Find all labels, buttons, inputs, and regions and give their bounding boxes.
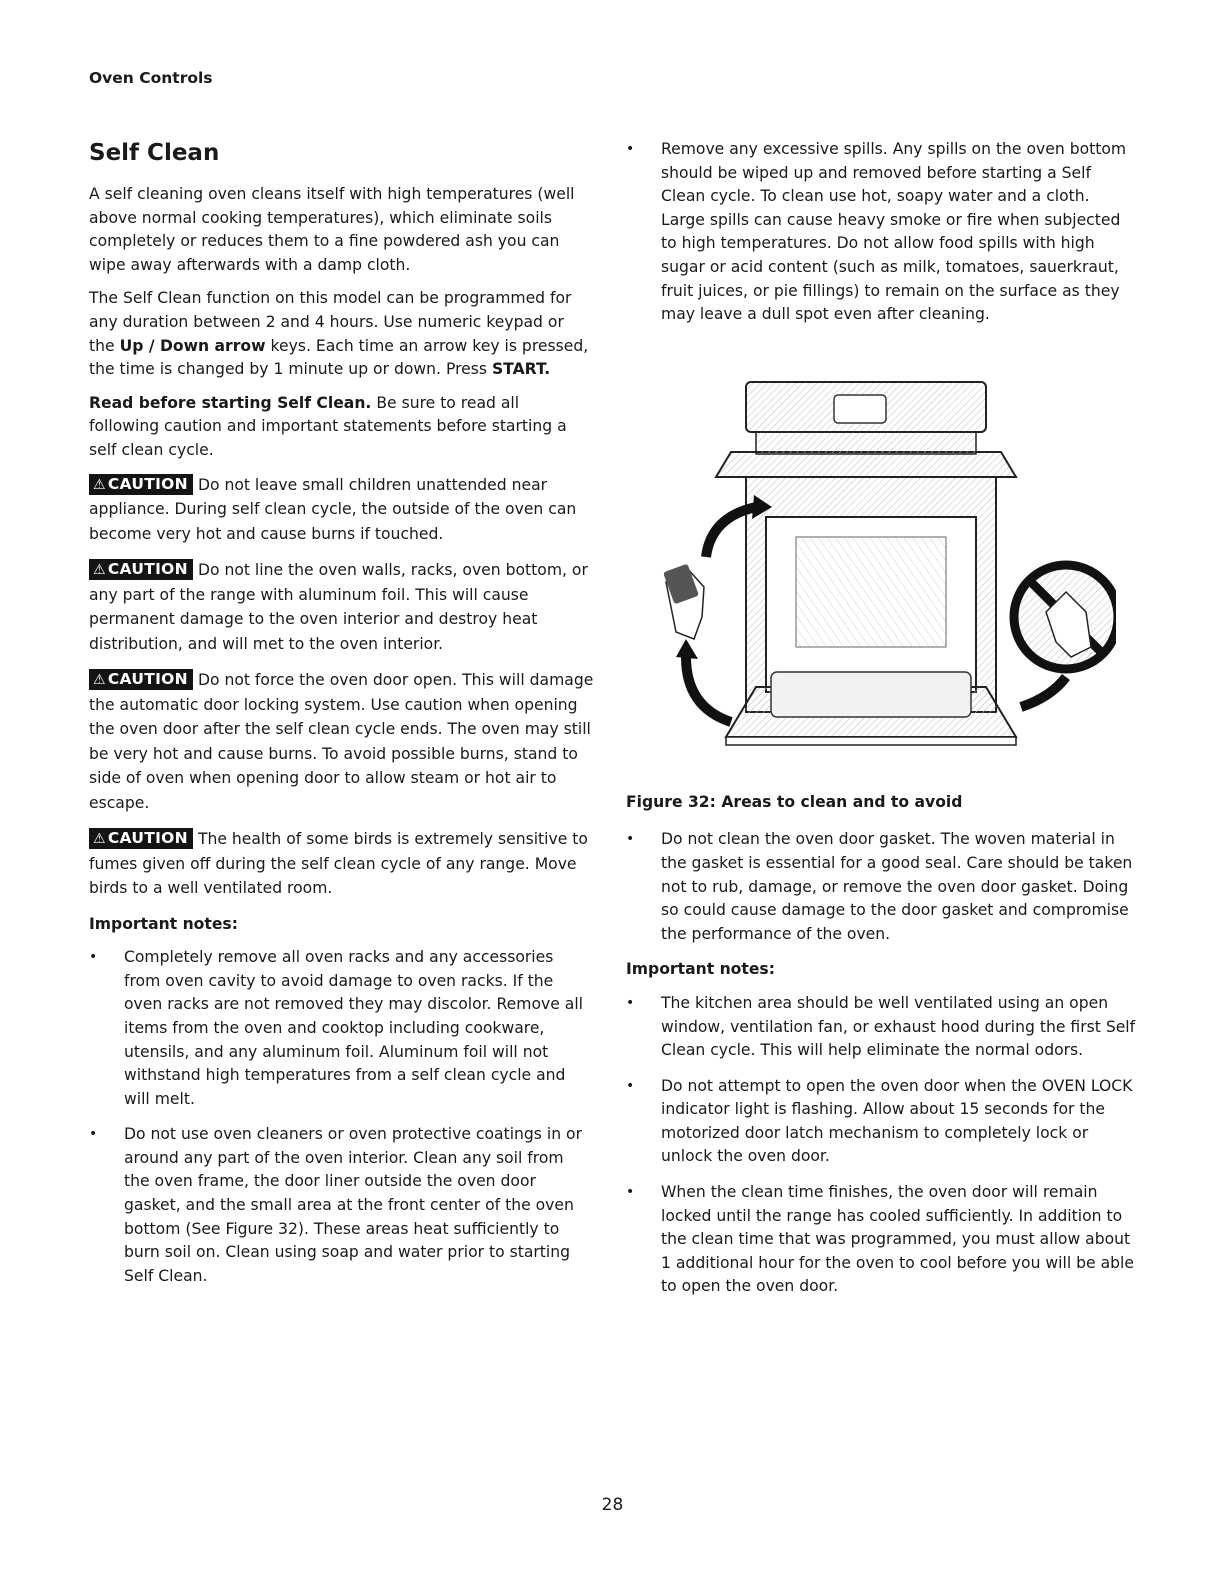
door-window [771, 672, 971, 717]
caution-foil [89, 558, 594, 656]
avoid-arrow [1021, 677, 1066, 707]
caution-text: The health of some birds is extremely sensitive to fumes given off during the self clean cycle of any range. Move birds to a well ventilated room. [89, 830, 588, 898]
caution-badge [89, 669, 193, 690]
oven-figure [646, 377, 1116, 777]
list-item: • Do not clean the oven door gasket. The woven material in the gasket is essential for a good seal. Care should be taken not to rub, damage, or remove the oven door gasket. Doing so could cause damage to the door gasket and compromise the performance of the oven. [626, 828, 1136, 946]
warning-triangle-icon: ⚠ [93, 831, 106, 848]
range-body [756, 432, 976, 454]
list-item: • Do not attempt to open the oven door when the OVEN LOCK indicator light is flashing. Allow about 15 seconds for the motorized door latch mechanism to completely lock or unlock the oven door. [626, 1075, 1136, 1169]
figure-caption: Figure 32: Areas to clean and to avoid [626, 792, 963, 811]
list-item: • When the clean time finishes, the oven door will remain locked until the range has cooled sufficiently. In addition to the clean time that was programmed, you must allow about 1 additional hour for the oven to cool before you will be able to open the oven door. [626, 1181, 1136, 1299]
caution-badge [89, 559, 193, 580]
important-notes-heading: Important notes: [89, 914, 238, 933]
cooktop [716, 452, 1016, 477]
arrow-keys-label: Up / Down arrow [119, 336, 266, 355]
duration-paragraph [89, 287, 594, 381]
read-before-text: Be sure to read all following caution and important statements before starting a self clean cycle. [89, 393, 567, 459]
warning-triangle-icon: ⚠ [93, 562, 106, 579]
caution-badge [89, 474, 193, 495]
page-number: 28 [601, 1495, 624, 1515]
duration-text-2: keys. Each time an arrow key is pressed, the time is changed by 1 minute up or down. Press [89, 336, 589, 379]
caution-label: CAUTION [107, 560, 188, 579]
intro-paragraph: A self cleaning oven cleans itself with high temperatures (well above normal cooking temperatures), which eliminate soils completely or reduces them to a fine powdered ash you can wipe away afterwards with a damp cloth. [89, 185, 575, 274]
important-notes-list [89, 946, 594, 1288]
read-before-heading: Read before starting Self Clean. [89, 393, 372, 412]
caution-badge [89, 828, 193, 849]
section-header: Oven Controls [89, 69, 213, 87]
duration-text-1: The Self Clean function on this model can be programmed for any duration between 2 and 4 hours. Use numeric keypad or the [89, 289, 572, 355]
caution-door [89, 668, 594, 815]
read-before-paragraph [89, 392, 594, 463]
door-handle [726, 737, 1016, 745]
caution-children [89, 473, 594, 547]
oven-illustration [646, 377, 1116, 777]
important-notes-list [626, 992, 1136, 1299]
list-item: • Do not use oven cleaners or oven protective coatings in or around any part of the oven interior. Clean any soil from the oven frame, the door liner outside the oven door gasket, and the small area at the front center of the oven bottom (See Figure 32). These areas heat sufficiently to burn soil on. Clean using soap and water prior to starting Self Clean. [89, 1123, 594, 1288]
start-key-label: START. [491, 360, 551, 379]
gasket-list [626, 828, 1136, 946]
control-display [834, 395, 886, 423]
caution-text: Do not line the oven walls, racks, oven bottom, or any part of the range with aluminum foil. This will cause permanent damage to the oven interior and destroy heat distribution, and will met to the oven interior. [89, 561, 588, 653]
warning-triangle-icon: ⚠ [93, 476, 106, 493]
clean-arrow-bottom [686, 657, 731, 722]
caution-text: Do not leave small children unattended near appliance. During self clean cycle, the outside of the oven can become very hot and cause burns if touched. [89, 475, 577, 543]
caution-text: Do not force the oven door open. This will damage the automatic door locking system. Use caution when opening the oven door after the self clean cycle ends. The oven may still be very hot and cause burns. To avoid possible burns, stand to side of oven when opening door to allow steam or hot air to escape. [89, 671, 594, 812]
warning-triangle-icon: ⚠ [93, 672, 106, 689]
right-column [626, 138, 1136, 1311]
spills-list [626, 138, 1136, 327]
important-notes-heading: Important notes: [626, 960, 775, 979]
left-column [89, 138, 594, 1300]
caution-label: CAUTION [107, 670, 188, 689]
list-item: • The kitchen area should be well ventilated using an open window, ventilation fan, or exhaust hood during the first Self Clean cycle. This will help eliminate the normal odors. [626, 992, 1136, 1063]
caution-birds [89, 827, 594, 901]
caution-label: CAUTION [107, 474, 188, 493]
caution-label: CAUTION [107, 829, 188, 848]
list-item: • Remove any excessive spills. Any spills on the oven bottom should be wiped up and removed before starting a Self Clean cycle. To clean use hot, soapy water and a cloth. Large spills can cause heavy smoke or fire when subjected to high temperatures. Do not allow food spills with high sugar or acid content (such as milk, tomatoes, sauerkraut, fruit juices, or pie fillings) to remain on the surface as they may leave a dull spot even after cleaning. [626, 138, 1136, 327]
list-item: • Completely remove all oven racks and any accessories from oven cavity to avoid damage to oven racks. If the oven racks are not removed they may discolor. Remove all items from the oven and cooktop including cookware, utensils, and any aluminum foil. Aluminum foil will not withstand high temperatures from a self clean cycle and will melt. [89, 946, 594, 1111]
page-title: Self Clean [89, 140, 220, 166]
clean-arrowhead-bottom [676, 639, 698, 659]
oven-back-wall [796, 537, 946, 647]
